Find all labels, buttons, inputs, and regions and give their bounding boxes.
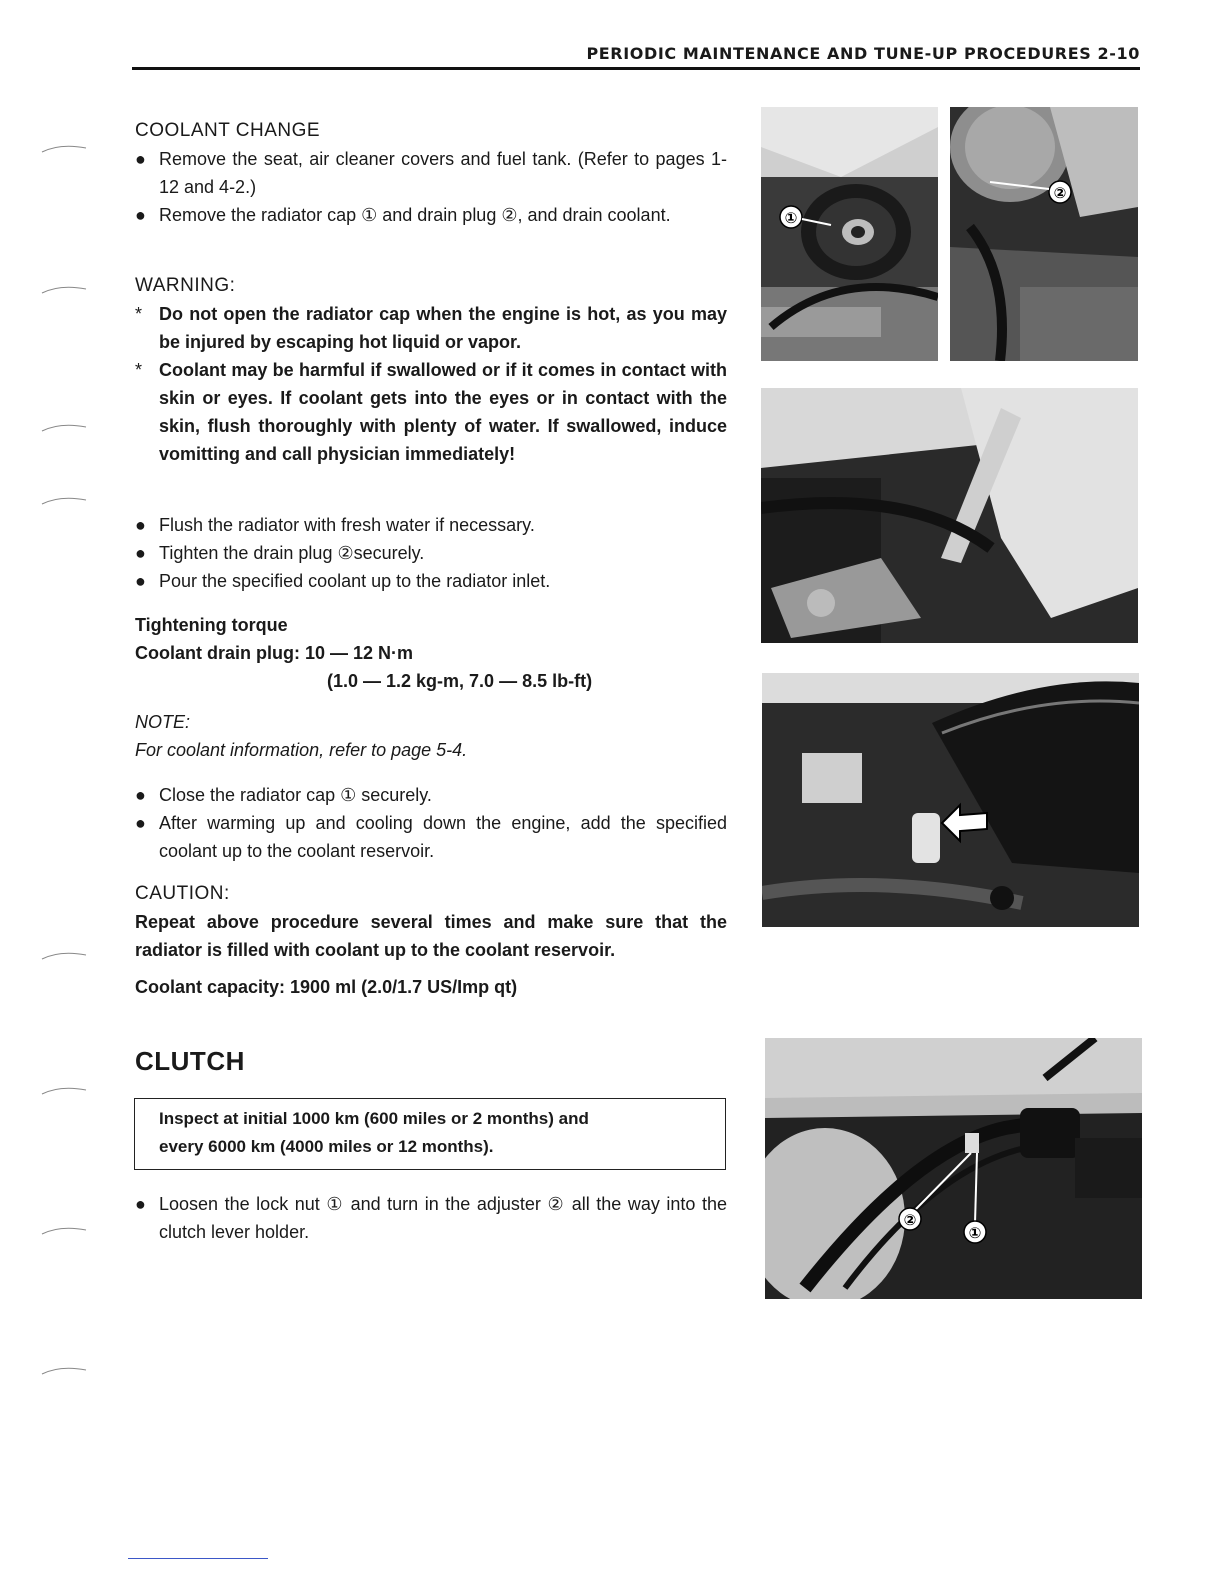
header-rule	[132, 67, 1140, 70]
margin-mark	[40, 1225, 88, 1235]
coolant-reservoir-illustration	[762, 673, 1139, 927]
coolant-reservoir-photo	[762, 673, 1139, 927]
list-item-text: Loosen the lock nut ① and turn in the adjuster ② all the way into the clutch lever holder.	[159, 1194, 727, 1242]
bullet: ●	[135, 813, 146, 833]
margin-mark	[40, 1085, 88, 1095]
bullet: ●	[135, 785, 146, 805]
warning-text: Do not open the radiator cap when the engine is hot, as you may be injured by escaping hot liquid or vapor.	[159, 304, 727, 352]
list-item-text: Pour the specified coolant up to the radiator inlet.	[159, 571, 551, 591]
warning-item	[135, 300, 727, 356]
note-text: For coolant information, refer to page 5-4.	[135, 740, 468, 760]
asterisk: *	[135, 360, 143, 380]
list-item-text: After warming up and cooling down the engine, add the specified coolant up to the coolant reservoir.	[159, 813, 727, 861]
inspection-interval-box	[134, 1098, 726, 1170]
warning-label: WARNING:	[135, 275, 236, 296]
list-item	[135, 539, 727, 567]
clutch-lever-illustration	[765, 1038, 1142, 1299]
list-item	[135, 809, 727, 865]
list-item	[135, 145, 727, 201]
drain-plug-illustration	[950, 107, 1138, 361]
page-header	[132, 40, 1140, 70]
list-item	[135, 511, 727, 539]
list-item	[135, 567, 727, 595]
list-item-text: Remove the radiator cap ① and drain plug ②, and drain coolant.	[159, 205, 671, 225]
clutch-steps	[135, 1190, 727, 1246]
list-item-text: Flush the radiator with fresh water if necessary.	[159, 515, 535, 535]
pouring-coolant-illustration	[761, 388, 1138, 643]
bullet: ●	[135, 515, 146, 535]
inspection-line-1: Inspect at initial 1000 km (600 miles or 2 months) and	[159, 1109, 589, 1128]
caution-block	[135, 880, 727, 964]
radiator-cap-photo	[761, 107, 938, 361]
coolant-section	[135, 117, 727, 229]
margin-mark	[40, 143, 88, 153]
torque-line-2: (1.0 — 1.2 kg-m, 7.0 — 8.5 lb-ft)	[327, 671, 593, 691]
list-item-text: Remove the seat, air cleaner covers and fuel tank. (Refer to pages 1-12 and 4-2.)	[159, 149, 727, 197]
list-item	[135, 201, 727, 229]
callout-1: ①	[968, 1224, 982, 1242]
bullet: ●	[135, 571, 146, 591]
torque-line-1: Coolant drain plug: 10 — 12 N·m	[135, 643, 414, 663]
drain-plug-photo	[950, 107, 1138, 361]
callout-2: ②	[1053, 184, 1067, 202]
note-label: NOTE:	[135, 712, 191, 732]
torque-spec	[135, 611, 727, 695]
pouring-coolant-photo	[761, 388, 1138, 643]
clutch-lever-photo	[765, 1038, 1142, 1299]
note-block	[135, 708, 727, 764]
bullet: ●	[135, 149, 146, 169]
coolant-steps-3	[135, 781, 727, 865]
margin-mark	[40, 1365, 88, 1375]
clutch-section	[135, 1047, 727, 1075]
margin-mark	[40, 284, 88, 294]
bullet: ●	[135, 1194, 146, 1214]
inspection-line-2: every 6000 km (4000 miles or 12 months).	[159, 1137, 494, 1156]
caution-text: Repeat above procedure several times and make sure that the radiator is filled with coolant up to the coolant reservoir.	[135, 912, 727, 960]
bullet: ●	[135, 543, 146, 563]
bullet: ●	[135, 205, 146, 225]
radiator-cap-illustration	[761, 107, 938, 361]
list-item-text: Close the radiator cap ① securely.	[159, 785, 432, 805]
asterisk: *	[135, 304, 143, 324]
warning-text: Coolant may be harmful if swallowed or if it comes in contact with skin or eyes. If coolant gets into the eyes or in contact with the skin, flush thoroughly with plenty of water. If swallowed, induce vomitting and call physician immediately!	[159, 360, 727, 464]
coolant-heading: COOLANT CHANGE	[135, 120, 321, 141]
warning-block	[135, 272, 727, 468]
warning-item	[135, 356, 727, 468]
clutch-heading: CLUTCH	[135, 1046, 245, 1076]
page-title: PERIODIC MAINTENANCE AND TUNE-UP PROCEDURES 2-10	[586, 44, 1140, 63]
callout-1: ①	[784, 209, 798, 227]
callout-2: ②	[903, 1211, 917, 1229]
list-item	[135, 781, 727, 809]
torque-title: Tightening torque	[135, 615, 288, 635]
footer-rule	[128, 1558, 268, 1559]
coolant-steps-2	[135, 511, 727, 595]
list-item	[135, 1190, 727, 1246]
margin-mark	[40, 422, 88, 432]
margin-mark	[40, 495, 88, 505]
caution-label: CAUTION:	[135, 883, 230, 904]
list-item-text: Tighten the drain plug ②securely.	[159, 543, 425, 563]
coolant-capacity: Coolant capacity: 1900 ml (2.0/1.7 US/Imp qt)	[135, 977, 518, 997]
margin-mark	[40, 950, 88, 960]
